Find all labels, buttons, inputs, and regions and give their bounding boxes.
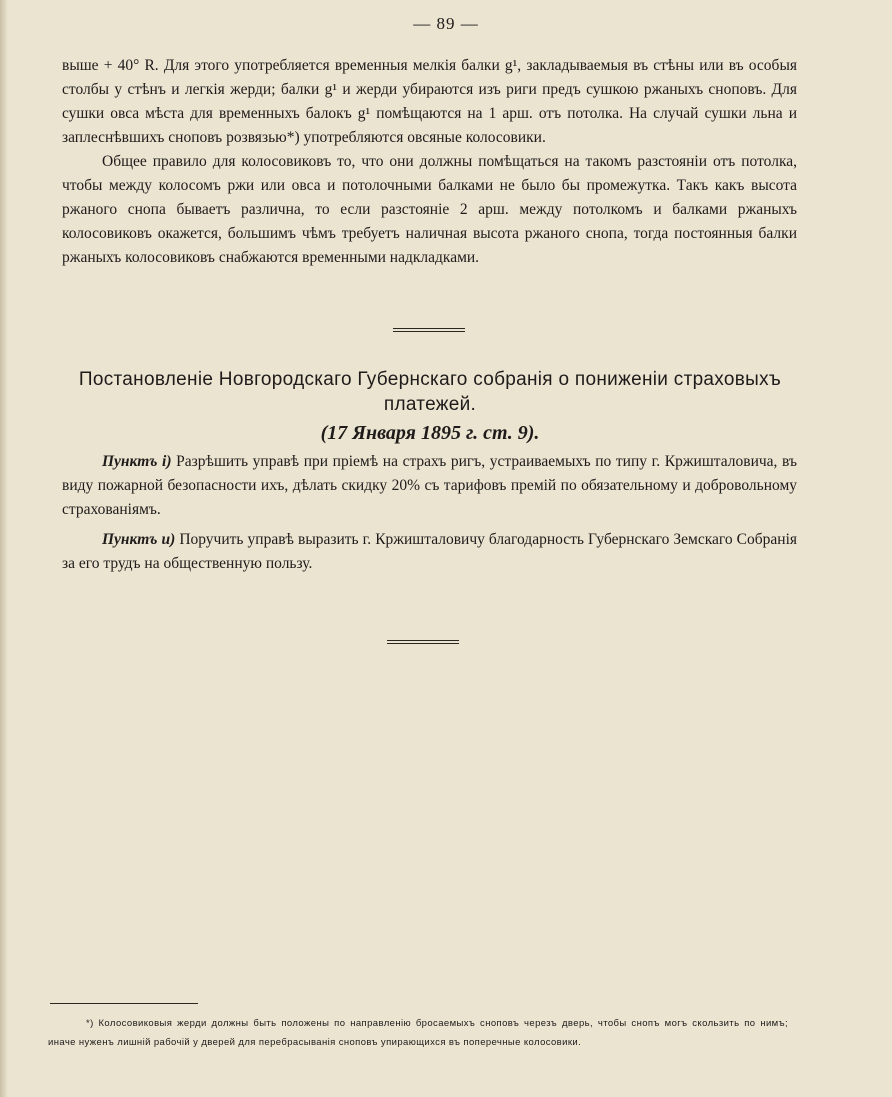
- footnote-text: *) Колосовиковыя жерди должны быть положены по направленію бросаемыхъ сноповъ черезъ дверь, чтобы снопъ могъ скользить по нимъ; иначе нуженъ лишній рабочій у дверей для перебрасыванія сноповъ упирающихся въ поперечные колосовики.: [48, 1018, 788, 1048]
- paragraph-drying-beams: выше + 40° R. Для этого употребляется временныя мелкія балки g¹, закладываемыя въ стѣны или въ особыя столбы у стѣнъ и легкія жерди; балки g¹ и жерди убираются изъ риги предъ сушкою ржаныхъ сноповъ. Для сушки овса мѣста для временныхъ балокъ g¹ помѣщаются на 1 арш. отъ потолка. На случай сушки льна и заплеснѣвшихъ сноповъ розвязью*) употребляются овсяные колосовики.: [62, 57, 797, 146]
- resolutions-block: [62, 450, 797, 582]
- resolution-item: [62, 450, 797, 522]
- top-text-block: [62, 54, 797, 270]
- resolution-item: [62, 528, 797, 576]
- resolution-text: Разрѣшить управѣ при пріемѣ на страхъ ригъ, устраиваемыхъ по типу г. Кржишталовича, въ виду пожарной безопасности ихъ, дѣлать скидку 20% съ тарифовъ премій по обязательному и добровольному страхованіямъ.: [62, 453, 797, 518]
- section-divider-bottom: [387, 640, 459, 644]
- section-title: Постановленіе Новгородскаго Губернскаго собранія о пониженіи страховыхъ платежей.: [78, 369, 782, 415]
- footnote: [48, 1014, 788, 1052]
- page-binding-edge: [0, 0, 8, 1097]
- footnote-rule: [50, 1003, 198, 1004]
- resolution-label: Пунктъ і): [102, 453, 172, 470]
- page-number: — 89 —: [413, 14, 479, 33]
- resolution-label: Пунктъ и): [102, 531, 176, 548]
- resolution-date: (17 Января 1895 г. ст. 9).: [320, 422, 540, 444]
- paragraph-general-rule: Общее правило для колосовиковъ то, что они должны помѣщаться на такомъ разстояніи отъ потолка, чтобы между колосомъ ржи или овса и потолочными балками не было бы промежутка. Такъ какъ высота ржаного снопа бываетъ различна, то если разстояніе 2 арш. между потолкомъ и балками ржаныхъ колосовиковъ окажется, большимъ чѣмъ требуетъ наличная высота ржаного снопа, тогда постоянныя балки ржаныхъ колосовиковъ снабжаются временными надкладками.: [62, 153, 797, 266]
- section-divider-top: [393, 328, 465, 332]
- resolution-text: Поручить управѣ выразить г. Кржишталовичу благодарность Губернскаго Земскаго Собранія за его трудъ на общественную пользу.: [62, 531, 798, 572]
